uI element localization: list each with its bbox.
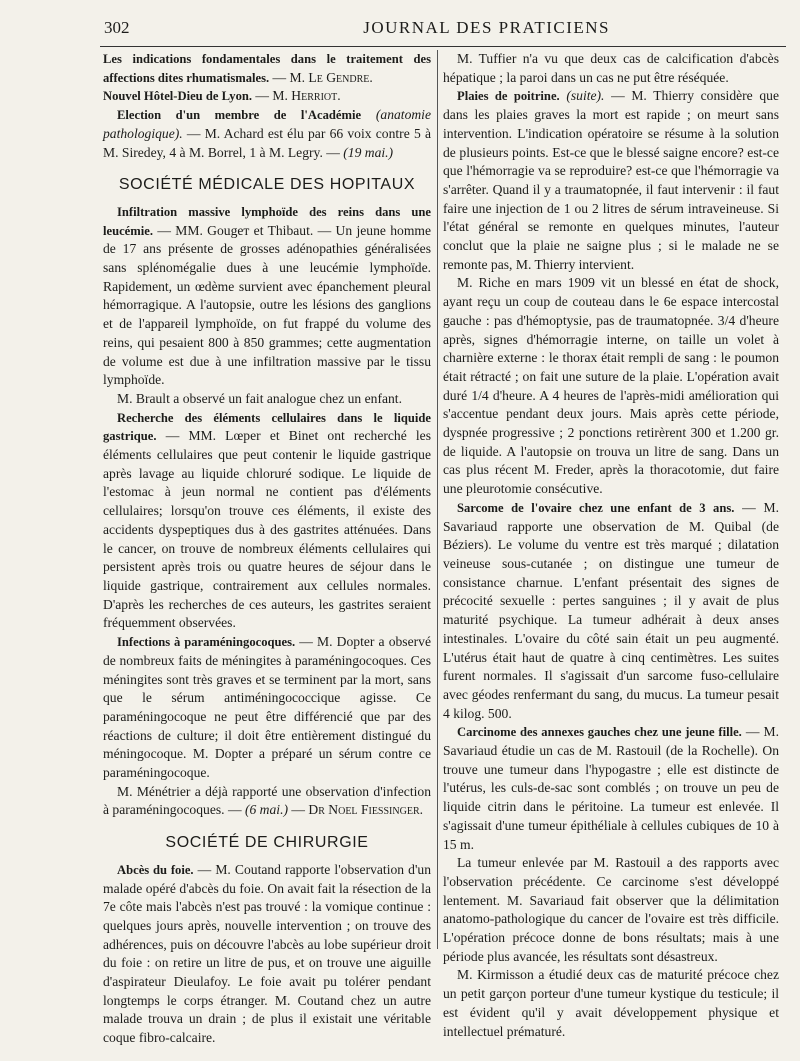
- article-title: Sarcome de l'ovaire chez une enfant de 3 ans.: [457, 500, 735, 515]
- signature: — Dr Noel Fiessinger.: [291, 802, 424, 818]
- paragraph: M. Kirmisson a étudié deux cas de maturité précoce chez un petit garçon porteur d'une tumeur kystique du testicule; il est évident qu'il y avait développement physique et intellectuel prématuré.: [443, 967, 779, 1039]
- date: (19 mai.): [343, 144, 394, 160]
- article-body: — MM. Gougет et Thibaut. — Un jeune homme de 17 ans présente de grosses adénopathies généralisées sans splénomégalie dues à une leucémie lymphoïde. Rapidement, un œdème survient avec épanchement pleural hémorragique. A l'autopsie, outre les lésions des ganglions et de l'appareil lymphoïde, on fut frappé du volume des reins, qui pesaient 800 à 850 grammes; cette augmentation de volume est due à une infiltration massive par le tissu lymphoïde.: [103, 222, 432, 388]
- article-title: Recherche des éléments cellulaires dans le liquide gastrique.: [103, 410, 431, 444]
- section-heading: SOCIÉTÉ DE CHIRURGIE: [165, 834, 369, 852]
- news-author: M. Herriot.: [272, 88, 341, 104]
- article: [103, 203, 431, 390]
- article: Plaies de poitrine. (suite). — M. Thierry considère que dans les plaies graves la mort est rapide ; on meurt sans intervention. L'indication opératoire se résume à la solution de plusieurs points. Est-ce que le blessé saigne encore? est-ce que l'hémorragie va se reproduire? est-ce que l'hémorragie va s'arrêter. Quand il y a traumatopnée, il faut intervenir : il faut faire une injection de 1 ou 2 litres de sérum intraveineuse. Si l'état général se remonte en quelques minutes, l'auteur conclut que la plaie ne saigne plus ; si le malade ne se remonte pas, M. Thierry intervient.: [443, 88, 779, 272]
- date: (6 mai.): [244, 802, 288, 818]
- news-title: Election d'un membre de l'Académie: [117, 108, 362, 123]
- left-column: [103, 50, 431, 1048]
- article-body: — M. Savariaud étudie un cas de M. Rastouil (de la Rochelle). On trouve une tumeur dans l'hypogastre ; elle est distincte de l'utérus, les culs-de-sac sont comblés ; on trouve un peu de liquide citrin dans le péritoine. La tumeur est enlevée. Il s'agissait d'une tumeur épithéliale à cellules cubiques de 10 à 15 m.: [443, 724, 779, 852]
- article: [443, 723, 779, 854]
- paragraph: La tumeur enlevée par M. Rastouil a des rapports avec l'observation précédente. Ce carcinome s'est développé lentement. M. Savariaud fait observer que la délimitation anatomo-pathologique du cancer de l'ovaire est très difficile. L'opération précoce donne de bons résultats; mais à une période plus avancée, les résultats sont désastreux.: [443, 855, 779, 964]
- article-note: M. Ménétrier a déjà rapporté une observation d'infection à paraméningocoques. — (6 mai.) — Dr Noel Fiessinger.: [103, 783, 431, 818]
- article: [103, 633, 431, 783]
- journal-title: JOURNAL DES PRATICIENS: [363, 18, 610, 37]
- header-rule: [100, 46, 786, 47]
- news-author: M. Le Gendre.: [289, 69, 373, 85]
- news-title: Nouvel Hôtel-Dieu de Lyon.: [103, 89, 253, 104]
- article-body: — M. Thierry considère que dans les plaies graves la mort est rapide ; on meurt sans intervention. L'indication opératoire se résume à la solution de plusieurs points. Est-ce que le blessé saigne encore? est-ce que l'hémorragie va se reproduire? est-ce que l'hémorragie va s'arrêter. Quand il y a traumatopnée, il faut intervenir : il faut faire une injection de 1 ou 2 litres de sérum intraveineuse. Si l'état général se remonte en quelques minutes, l'auteur conclut que la plaie ne saigne plus ; si le malade ne se remonte pas, M. Thierry intervient.: [443, 88, 779, 272]
- column-divider: [437, 50, 438, 949]
- article-body: — M. Dopter a observé de nombreux faits de méningites à paraméningocoques. Ces méningites sont très graves et se terminent par la mort, sans que le sérum antiméningococcique agisse. Ce paraméningocoque ne peut être différencié que par des réactions de culture; il doit être entièrement distingué du méningocoque. M. Dopter a préparé un sérum contre ce paraméningocoque.: [103, 634, 431, 781]
- news-title: Les indications fondamentales dans le traitement des affections dites rhumatismales.: [103, 52, 431, 85]
- article-note: M. Brault a observé un fait analogue chez un enfant.: [117, 390, 402, 406]
- page-header: [104, 18, 780, 44]
- section-heading: SOCIÉTÉ MÉDICALE DES HOPITAUX: [118, 176, 416, 194]
- article-body: — M. Savariaud rapporte une observation de M. Quibal (de Béziers). Le volume du ventre est très marqué ; dilatation veineuse sous-cutanée ; on distingue une tumeur de consistance charnue. L'enfant présentait des signes de précocité sexuelle : pertes sanguines ; il y avait de plus maturité psychique. La tumeur adhérait à deux anses intestinales. L'ovaire du côté sain était un peu augmenté. L'utérus était haut de quatre à cinq centimètres. Les suites furent normales. Il s'agissait d'un sarcome fuso-cellulaire avec géodes renfermant du sang, du mucus. La tumeur pesait 4 kilog. 500.: [443, 499, 779, 721]
- article-title: Infiltration massive lymphoïde des reins dans une leucémie.: [103, 204, 431, 238]
- page-number: 302: [104, 18, 130, 37]
- right-column: [443, 50, 779, 1041]
- article-body: — MM. Lœper et Binet ont recherché les éléments cellulaires que peut contenir le liquide gastrique après lavage au liquide chloruré sodique. Le liquide de l'estomac à jeun normal ne contient pas d'éléments cellulaires; lorsqu'on trouve ces éléments, il existe des accidents dyspeptiques dus à des gastrites atténuées. Dans le cancer, on trouve de nombreux éléments cellulaires qui persistent après trois ou quatre heures de séjour dans le liquide gastrique, contrairement aux cellules normales. D'après les recherches de ces auteurs, les gastrites seraient fréquemment observées.: [103, 428, 432, 631]
- article: [103, 861, 431, 1048]
- article: [103, 409, 431, 633]
- article-title: Infections à paraméningocoques.: [117, 635, 296, 650]
- news-item: Election d'un membre de l'Académie (anatomie pathologique). — M. Achard est élu par 66 voix contre 5 à M. Siredey, 4 à M. Borrel, 1 à M. Legry. — (19 mai.): [103, 107, 431, 160]
- news-item: Les indications fondamentales dans le traitement des affections dites rhumatismales. — M. Le Gendre.: [103, 52, 431, 85]
- paragraph: M. Tuffier n'a vu que deux cas de calcification d'abcès hépatique ; la paroi dans un cas ne put être réséquée.: [443, 51, 779, 85]
- article-title: Abcès du foie.: [117, 862, 194, 877]
- article-body: — M. Coutand rapporte l'observation d'un malade opéré d'abcès du foie. On avait fait la résection de la 7e côte mais l'abcès n'est pas trouvé : la vomique continue : quelques jours après, nouvelle intervention ; on trouve des adhérences, puis on découvre l'abcès au lobe supérieur droit du foie : on retire un litre de pus, et on trouve une aiguille d'aspirateur Dieulafoy. Le foie avait pu tolérer pendant longtemps le corps étranger. M. Coutand chez un autre malade trouva un drain ; de plus il existait une véritable coque fibro-calcaire.: [103, 861, 431, 1046]
- news-item: Nouvel Hôtel-Dieu de Lyon. — M. Herriot.: [103, 88, 341, 104]
- article-title: Plaies de poitrine.: [457, 89, 560, 104]
- article: [443, 499, 779, 723]
- article-title: Carcinome des annexes gauches chez une jeune fille.: [457, 725, 742, 740]
- paragraph: M. Riche en mars 1909 vit un blessé en état de shock, ayant reçu un coup de couteau dans le 6e espace intercostal gauche : pas d'hémoptysie, pas de traumatopnée. 3/4 d'heure après, signes d'hémorragie interne, on taille un volet à charnière externe : le thorax était rempli de sang : le poumon était rétracté ; on fait une suture de la plaie. L'opération avait duré 1/4 d'heure. A 4 heures de l'après-midi amélioration qui s'accentue pendant deux jours. Mais après cette période, dyspnée progressive ; 2 ponctions retirèrent 300 et 1.200 gr. de liquide. A l'autopsie on trouva un litre de sang. Dans un cas plus récent M. Freder, après la thoracotomie, dut faire une pleurotomie consécutive.: [443, 275, 779, 497]
